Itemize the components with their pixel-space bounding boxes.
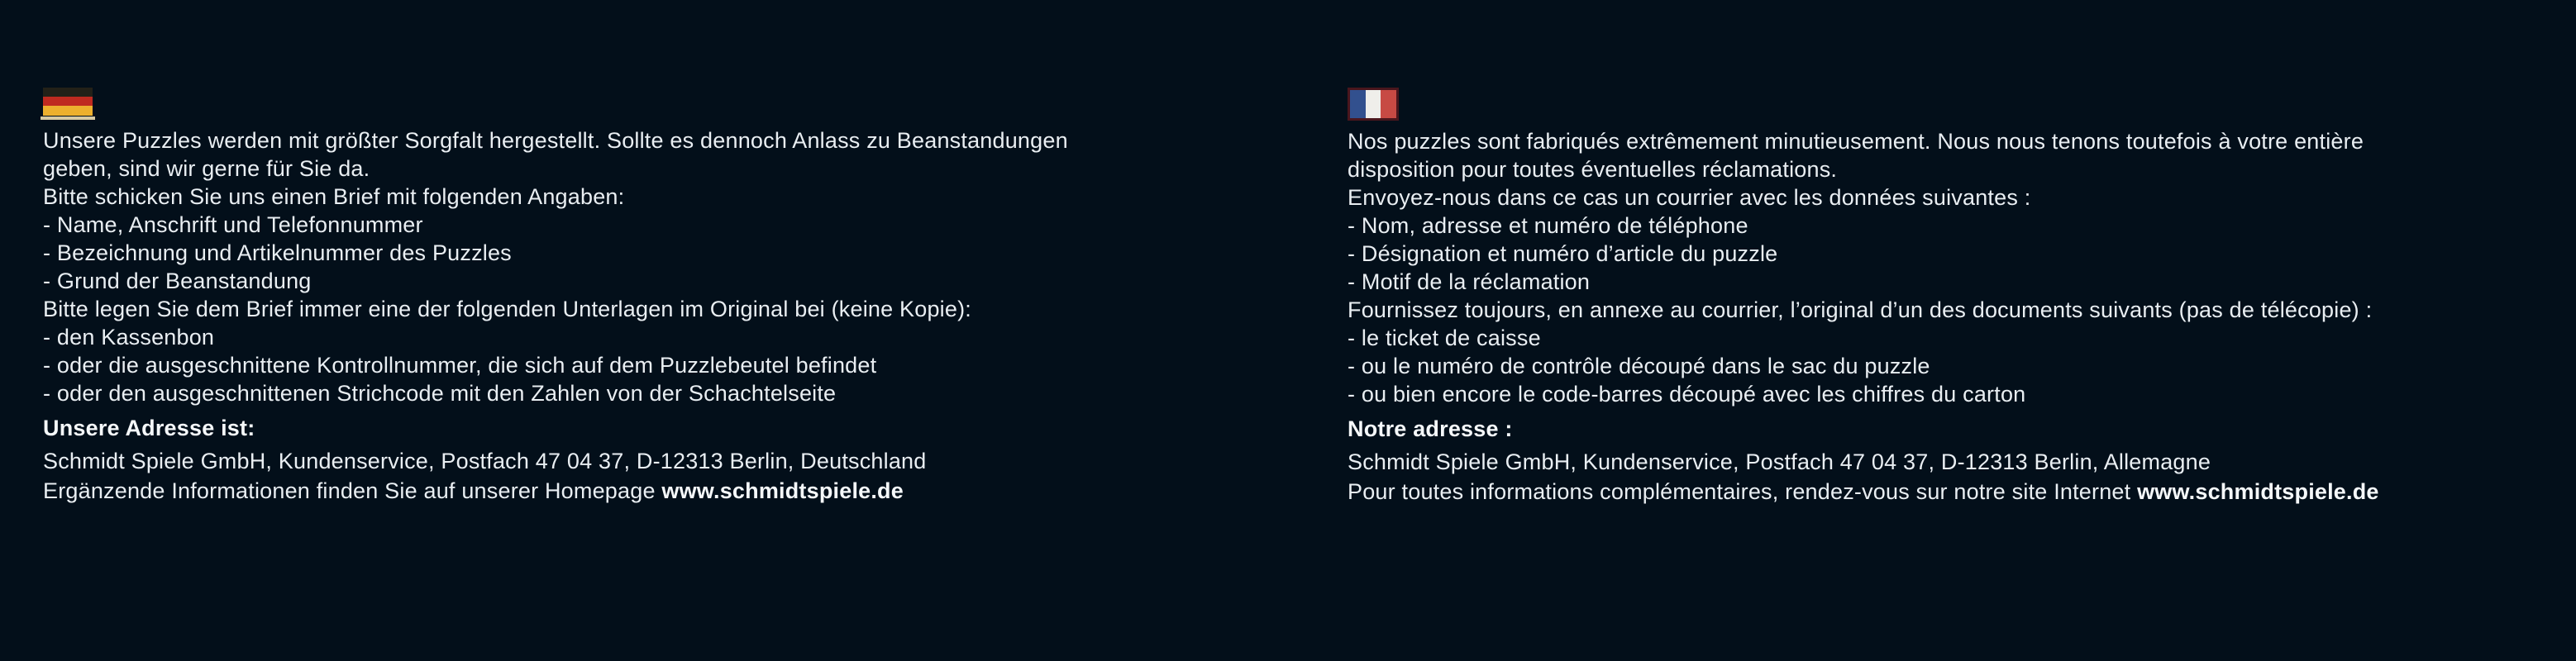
german-text-lines: [43, 126, 1283, 505]
text-segment: Bitte legen Sie dem Brief immer eine der folgenden Unterlagen im Original bei (keine Kopie):: [43, 297, 971, 321]
text-line: [43, 183, 1283, 211]
text-segment: - Bezeichnung und Artikelnummer des Puzzles: [43, 240, 512, 265]
website-url: www.schmidtspiele.de: [661, 478, 904, 503]
text-segment: geben, sind wir gerne für Sie da.: [43, 156, 370, 181]
text-segment: Unsere Puzzles werden mit größter Sorgfalt hergestellt. Sollte es dennoch Anlass zu Beanstandungen: [43, 128, 1068, 153]
germany-flag-red-stripe: [43, 97, 93, 106]
french-text-lines: [1348, 127, 2576, 506]
text-line: [43, 239, 1283, 267]
france-flag-icon: [1348, 88, 1399, 121]
text-line: [1348, 352, 2576, 380]
france-flag-blue-stripe: [1350, 90, 1366, 118]
text-line: [43, 211, 1283, 239]
text-line: [1348, 212, 2576, 240]
text-line: [1348, 296, 2576, 324]
germany-flag-icon: [43, 88, 93, 120]
text-segment: - Motif de la réclamation: [1348, 269, 1591, 294]
text-segment: - Nom, adresse et numéro de téléphone: [1348, 213, 1748, 238]
text-segment: Pour toutes informations complémentaires, rendez-vous sur notre site Internet: [1348, 479, 2138, 504]
text-segment: - Name, Anschrift und Telefonnummer: [43, 212, 423, 237]
text-line: [43, 351, 1283, 379]
germany-flag-gold-stripe: [43, 106, 93, 116]
text-line: [43, 414, 1283, 442]
text-segment: - Désignation et numéro d’article du puzzle: [1348, 241, 1778, 266]
text-segment: - ou bien encore le code-barres découpé avec les chiffres du carton: [1348, 382, 2026, 407]
text-segment: - ou le numéro de contrôle découpé dans le sac du puzzle: [1348, 354, 1930, 378]
text-segment: - den Kassenbon: [43, 325, 215, 350]
germany-flag-edge: [41, 117, 95, 120]
text-segment: - le ticket de caisse: [1348, 326, 1541, 350]
german-info-column: [43, 88, 1283, 505]
text-line: [1348, 380, 2576, 408]
text-segment: - oder die ausgeschnittene Kontrollnummer, die sich auf dem Puzzlebeutel befindet: [43, 353, 877, 378]
text-segment: Envoyez-nous dans ce cas un courrier avec les données suivantes :: [1348, 185, 2031, 210]
text-segment: Unsere Adresse ist:: [43, 416, 255, 440]
text-segment: Fournissez toujours, en annexe au courrier, l’original d’un des documents suivants (pas de télécopie) :: [1348, 297, 2373, 322]
text-line: [1348, 183, 2576, 212]
text-line: [43, 126, 1283, 155]
text-segment: Notre adresse :: [1348, 416, 1513, 441]
text-line: [1348, 448, 2576, 476]
text-line: [43, 379, 1283, 407]
text-segment: disposition pour toutes éventuelles réclamations.: [1348, 157, 1838, 182]
text-line: [1348, 127, 2576, 155]
text-line: [43, 447, 1283, 475]
text-line: [1348, 415, 2576, 443]
french-info-column: [1348, 88, 2576, 506]
text-segment: Bitte schicken Sie uns einen Brief mit folgenden Angaben:: [43, 184, 625, 209]
text-line: [43, 323, 1283, 351]
text-segment: Ergänzende Informationen finden Sie auf unserer Homepage: [43, 478, 662, 503]
text-line: [1348, 240, 2576, 268]
text-line: [1348, 155, 2576, 183]
text-segment: - oder den ausgeschnittenen Strichcode mit den Zahlen von der Schachtelseite: [43, 381, 837, 406]
text-line: [43, 477, 1283, 505]
text-line: [43, 295, 1283, 323]
france-flag-white-stripe: [1366, 90, 1381, 118]
text-line: [43, 267, 1283, 295]
france-flag-red-stripe: [1381, 90, 1396, 118]
text-segment: - Grund der Beanstandung: [43, 269, 312, 293]
text-line: [1348, 268, 2576, 296]
text-line: [43, 155, 1283, 183]
website-url: www.schmidtspiele.de: [2137, 479, 2379, 504]
text-line: [1348, 324, 2576, 352]
text-segment: Nos puzzles sont fabriqués extrêmement minutieusement. Nous nous tenons toutefois à votre entière: [1348, 129, 2364, 154]
text-line: [1348, 478, 2576, 506]
text-segment: Schmidt Spiele GmbH, Kundenservice, Postfach 47 04 37, D-12313 Berlin, Deutschland: [43, 449, 927, 473]
text-segment: Schmidt Spiele GmbH, Kundenservice, Postfach 47 04 37, D-12313 Berlin, Allemagne: [1348, 449, 2211, 474]
germany-flag-black-stripe: [43, 88, 93, 97]
